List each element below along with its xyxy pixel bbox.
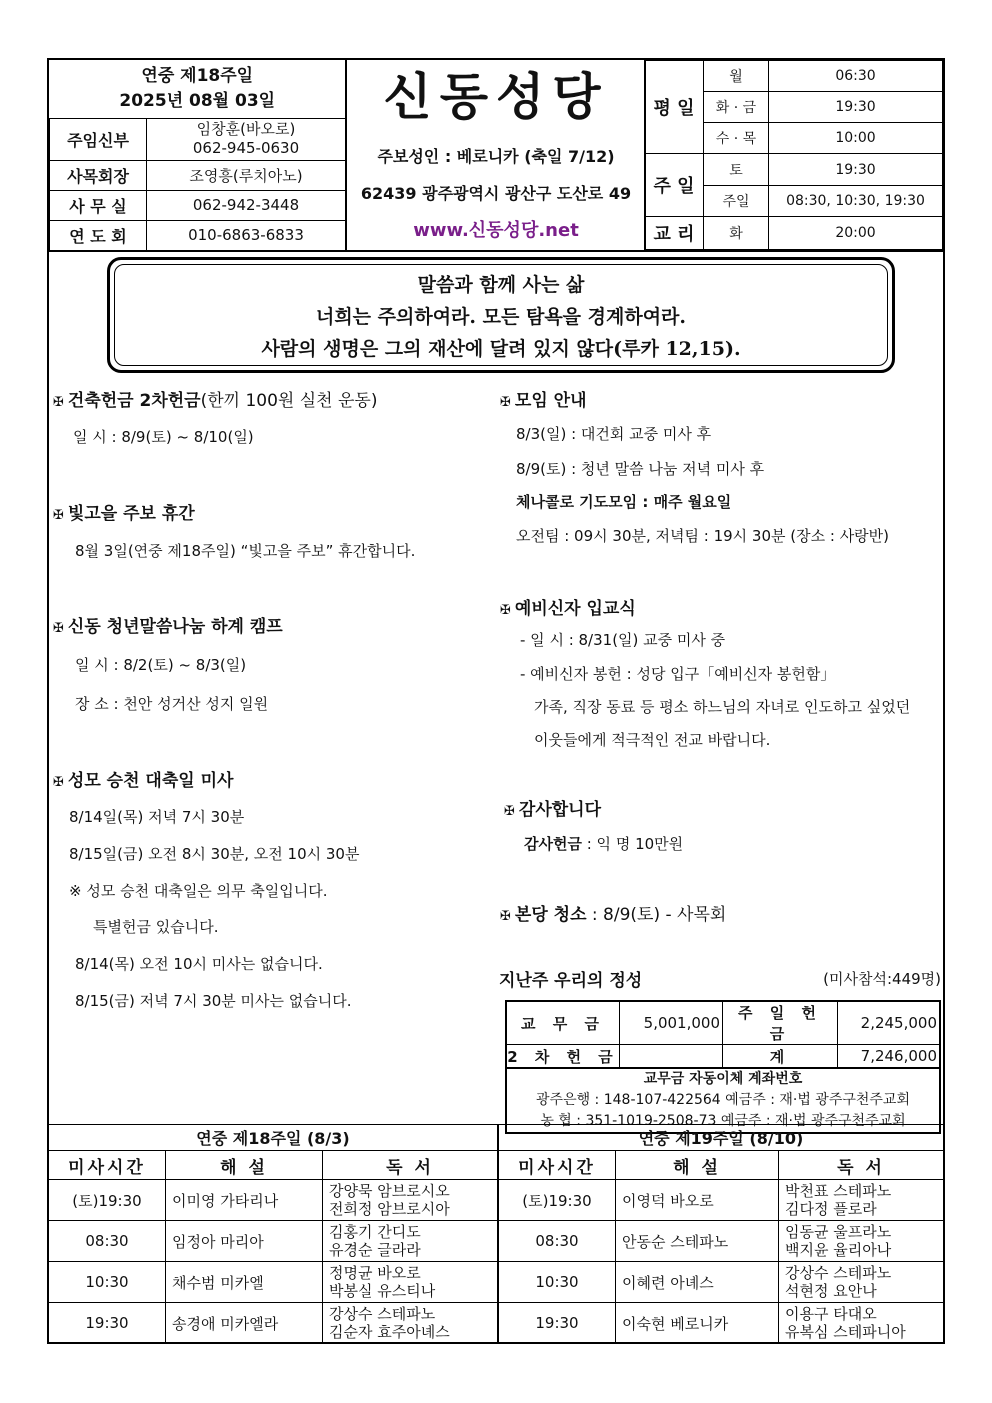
council-value: 조영흥(루치아노) [147,160,346,190]
text-line: - 예비신자 봉헌 : 성당 입구「예비신자 봉헌함」 [520,665,836,683]
offering-label: 2 차 헌 금 [507,1045,620,1068]
pastor-phone: 062-945-0630 [192,139,300,157]
offering-label: 교 무 금 [507,1002,620,1045]
commentator: 채수범 미카엘 [166,1262,323,1303]
office-label: 사 무 실 [50,190,147,220]
text-line: 체나콜로 기도모임 : 매주 월요일 [516,493,732,511]
section-mark-icon: ✠ [53,621,64,636]
mass-time: 19:30 [498,1303,616,1344]
day: 주일 [704,185,769,216]
readers: 정명균 바오로 박봉실 유스티나 [323,1262,499,1303]
section-mark-icon: ✠ [53,395,64,410]
weekday-label: 평 일 [645,61,704,154]
bulletin-page [47,58,945,1344]
readers: 강상수 스테파노 김순자 효주아녜스 [323,1303,499,1344]
right-column [494,60,943,1120]
commentator: 이영덕 바오로 [616,1180,779,1221]
col-commentary: 해 설 [616,1151,779,1180]
section-title: ✠ 성모 승천 대축일 미사 [53,771,234,791]
readers: 강양묵 암브로시오 전희정 암브로시아 [323,1180,499,1221]
offering-value: 5,001,000 [620,1002,723,1045]
readers: 이용구 타대오 유복심 스테파니아 [779,1303,944,1344]
col-readers: 독 서 [779,1151,944,1180]
col-readers: 독 서 [323,1151,499,1180]
mass-schedule-table [49,1124,943,1343]
day: 월 [704,61,769,92]
day: 수 · 목 [704,123,769,154]
mass-time: (토)19:30 [49,1180,166,1221]
text-line: 일 시 : 8/2(토) ~ 8/3(일) [75,656,247,674]
readers: 강상수 스테파노 석현정 요안나 [779,1262,944,1303]
catechism-label: 교 리 [645,216,704,249]
mass-time: 08:30 [498,1221,616,1262]
section-mark-icon: ✠ [504,804,515,819]
commentator: 이혜련 아녜스 [616,1262,779,1303]
church-website[interactable]: www.신동성당.net [413,220,579,241]
text-line: 8/14일(목) 저녁 7시 30분 [69,808,245,826]
offering-label: 주 일 헌 금 [723,1002,838,1045]
text-line: 일 시 : 8/9(토) ~ 8/10(일) [73,428,254,446]
offering-value [620,1045,723,1068]
time: 20:00 [769,216,943,249]
commentator: 이미영 가타리나 [166,1180,323,1221]
time: 19:30 [769,154,943,185]
time: 10:00 [769,123,943,154]
section-title: ✠ 건축헌금 2차헌금(한끼 100원 실천 운동) [53,391,378,411]
section-mark-icon: ✠ [500,395,511,410]
bulletin-date: 2025년 08월 03일 [119,90,276,111]
offering-value: 7,246,000 [838,1045,940,1068]
banner-line: 너희는 주의하여라. 모든 탐욕을 경계하여라. [315,306,687,328]
pastor-name: 임창훈(바오로) [196,120,296,138]
col-time: 미사시간 [49,1151,166,1180]
mass-time: 10:30 [498,1262,616,1303]
section-mark-icon: ✠ [500,909,511,924]
text-line: 가족, 직장 동료 등 평소 하느님의 자녀로 인도하고 싶었던 [534,698,911,716]
day: 화 · 금 [704,92,769,123]
mass-time: (토)19:30 [498,1180,616,1221]
text-line: 8/15일(금) 오전 8시 30분, 오전 10시 30분 [69,845,360,863]
table-row [49,1262,943,1303]
text-line: 특별헌금 있습니다. [93,918,219,936]
section-title: ✠ 본당 청소 : 8/9(토) - 사목회 [500,905,727,925]
account-line: 광주은행 : 148-107-422564 예금주 : 재·법 광주구천주교회 [536,1092,910,1108]
left-column [49,60,494,1120]
section-mark-icon: ✠ [53,508,64,523]
week-a-title: 연중 제18주일 (8/3) [49,1125,498,1151]
account-info [507,1068,939,1132]
table-row [49,1221,943,1262]
section-mark-icon: ✠ [53,775,64,790]
offering-table [507,1002,939,1068]
mass-time: 19:30 [49,1303,166,1344]
text-line: - 일 시 : 8/31(일) 교중 미사 중 [520,631,726,649]
mass-time: 10:30 [49,1262,166,1303]
banner-line: 말씀과 함께 사는 삶 [417,274,585,296]
offering-value: 2,245,000 [838,1002,940,1045]
col-time: 미사시간 [498,1151,616,1180]
commentator: 이숙현 베로니카 [616,1303,779,1344]
text-line: 오전팀 : 09시 30분, 저녁팀 : 19시 30분 (장소 : 사랑반) [516,527,890,545]
office-phone: 062-942-3448 [147,190,346,220]
section-title: ✠ 모임 안내 [500,391,587,411]
table-row [49,1303,943,1344]
banner-line: 사람의 생명은 그의 재산에 달려 있지 않다(루카 12,15). [261,338,741,360]
readers: 임동균 울프라노 백지윤 율리아나 [779,1221,944,1262]
text-line: 감사헌금 : 익 명 10만원 [524,835,684,853]
text-line: ※ 성모 승천 대축일은 의무 축일입니다. [69,882,328,900]
offering-box [505,1000,941,1134]
readers: 김홍기 간디도 유경순 글라라 [323,1221,499,1262]
patron-saint: 주보성인 : 베로니카 (축일 7/12) [377,147,615,166]
table-row [49,1180,943,1221]
section-title: ✠ 빛고을 주보 휴간 [53,504,195,524]
text-line: 8/14(목) 오전 10시 미사는 없습니다. [75,955,323,973]
commentator: 임정아 마리아 [166,1221,323,1262]
attendance-count: (미사참석:449명) [823,970,941,988]
day: 토 [704,154,769,185]
pastor-label: 주임신부 [50,118,147,160]
litany-phone: 010-6863-6833 [147,220,346,250]
week-title: 연중 제18주일 [141,65,254,86]
section-title: ✠ 감사합니다 [504,800,602,820]
sunday-label: 주 일 [645,154,704,216]
church-name: 신동성당 [383,68,609,126]
text-line: 8/3(일) : 대건회 교중 미사 후 [516,425,712,443]
week-b-title: 연중 제19주일 (8/10) [498,1125,943,1151]
time: 08:30, 10:30, 19:30 [769,185,943,216]
litany-label: 연 도 회 [50,220,147,250]
col-commentary: 해 설 [166,1151,323,1180]
day: 화 [704,216,769,249]
text-line: 8/15(금) 저녁 7시 30분 미사는 없습니다. [75,992,352,1010]
account-title: 교무금 자동이체 계좌번호 [643,1071,803,1087]
time: 06:30 [769,61,943,92]
text-line: 8/9(토) : 청년 말씀 나눔 저녁 미사 후 [516,460,765,478]
time: 19:30 [769,92,943,123]
text-line: 장 소 : 천안 성거산 성지 일원 [75,695,269,713]
section-mark-icon: ✠ [500,603,511,618]
commentator: 송경애 미카엘라 [166,1303,323,1344]
readers: 박천표 스테파노 김다정 플로라 [779,1180,944,1221]
commentator: 안동순 스테파노 [616,1221,779,1262]
mass-time: 08:30 [49,1221,166,1262]
council-label: 사목회장 [50,160,147,190]
offering-label: 계 [723,1045,838,1068]
text-line: 이웃들에게 적극적인 전교 바랍니다. [534,731,771,749]
section-title: ✠ 예비신자 입교식 [500,599,636,619]
text-line: 8월 3일(연중 제18주일) “빛고을 주보” 휴간합니다. [75,542,416,560]
section-title: ✠ 신동 청년말씀나눔 하계 캠프 [53,617,283,637]
offering-title: 지난주 우리의 정성 [499,971,643,991]
account-line: 농 협 : 351-1019-2508-73 예금주 : 재·법 광주구천주교회 [540,1113,906,1129]
church-address: 62439 광주광역시 광산구 도산로 49 [360,184,632,203]
